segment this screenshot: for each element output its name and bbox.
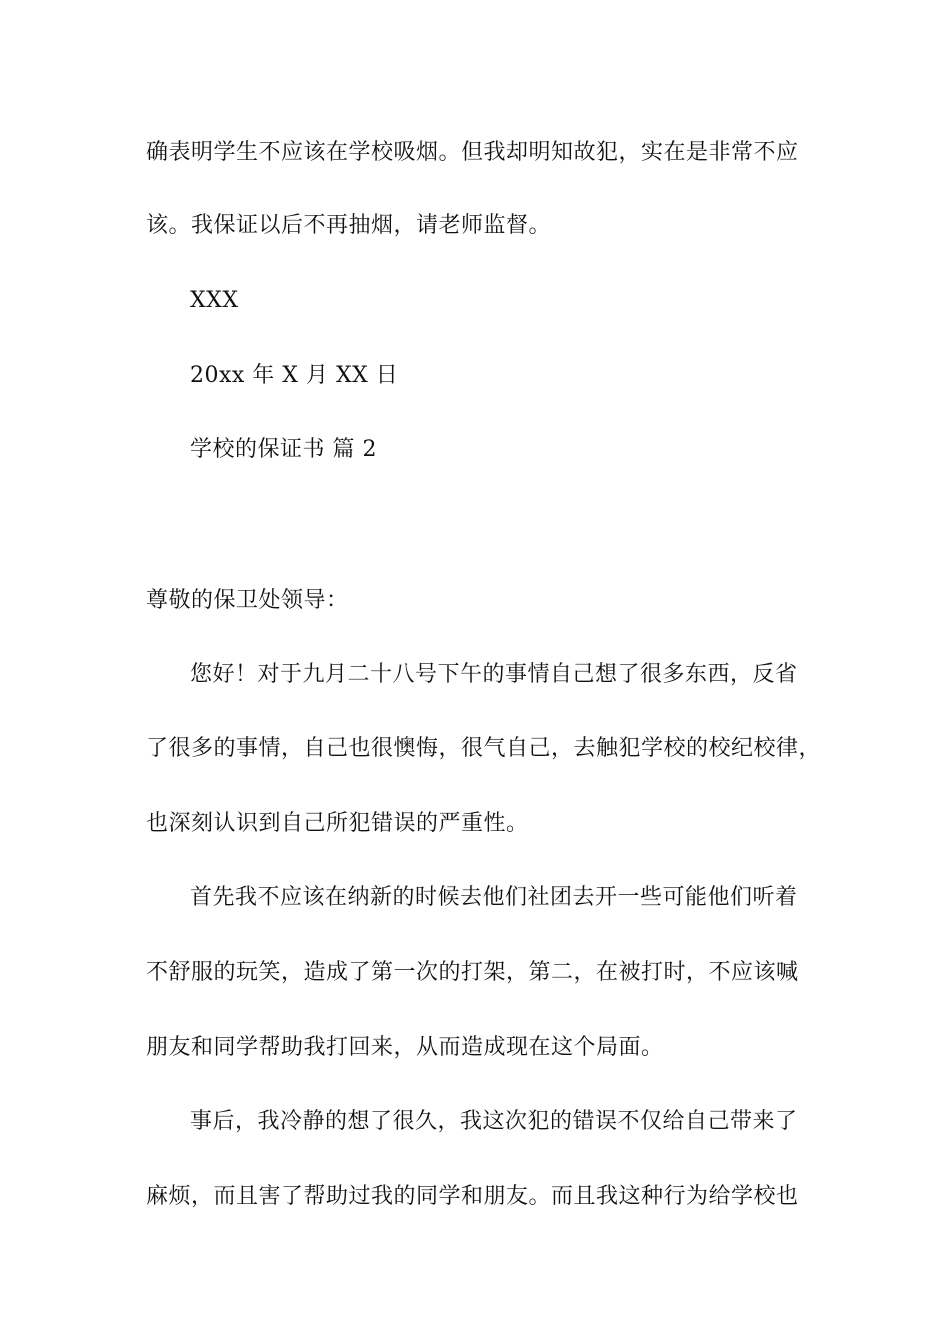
signature-date: 20xx 年 X 月 XX 日 bbox=[190, 363, 399, 388]
paragraph-line: 确表明学生不应该在学校吸烟。但我却明知故犯，实在是非常不应 bbox=[146, 140, 799, 165]
paragraph-line: 您好！对于九月二十八号下午的事情自己想了很多东西，反省 bbox=[190, 662, 798, 687]
section-title: 学校的保证书 篇 2 bbox=[190, 437, 377, 462]
salutation: 尊敬的保卫处领导： bbox=[146, 588, 349, 613]
paragraph-line: 不舒服的玩笑，造成了第一次的打架，第二，在被打时，不应该喊 bbox=[146, 960, 799, 985]
paragraph-line: 事后，我冷静的想了很久，我这次犯的错误不仅给自己带来了 bbox=[190, 1109, 798, 1134]
paragraph-line: 了很多的事情，自己也很懊悔，很气自己，去触犯学校的校纪校律， bbox=[146, 736, 822, 761]
signature-name: XXX bbox=[190, 288, 239, 313]
paragraph-line: 朋友和同学帮助我打回来，从而造成现在这个局面。 bbox=[146, 1035, 664, 1060]
paragraph-line: 首先我不应该在纳新的时候去他们社团去开一些可能他们听着 bbox=[190, 885, 798, 910]
paragraph-line: 该。我保证以后不再抽烟，请老师监督。 bbox=[146, 213, 552, 238]
paragraph-line: 麻烦，而且害了帮助过我的同学和朋友。而且我这种行为给学校也 bbox=[146, 1184, 799, 1209]
paragraph-line: 也深刻认识到自己所犯错误的严重性。 bbox=[146, 811, 529, 836]
